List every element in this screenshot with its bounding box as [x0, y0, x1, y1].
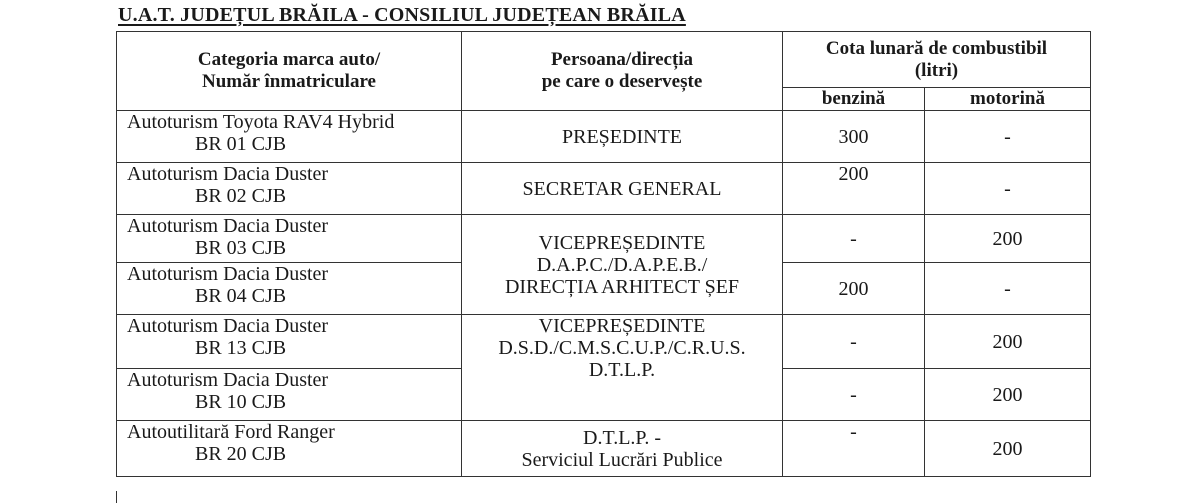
petrol-cell: 300	[783, 111, 925, 163]
vehicle-cell: Autoturism Dacia Duster BR 13 CJB	[117, 315, 462, 369]
vehicle-cell: Autoturism Dacia Duster BR 10 CJB	[117, 369, 462, 421]
petrol-cell: 200	[783, 163, 925, 215]
assignment-cell: D.T.L.P. - Serviciul Lucrări Publice	[462, 421, 783, 477]
column-header-quota: Cota lunară de combustibil (litri)	[783, 32, 1091, 88]
petrol-cell: 200	[783, 263, 925, 315]
diesel-cell: -	[925, 111, 1091, 163]
assignment-cell: VICEPREȘEDINTE D.A.P.C./D.A.P.E.B./ DIRECȚIA ARHITECT ȘEF	[462, 215, 783, 315]
assignment-cell: VICEPREȘEDINTE D.S.D./C.M.S.C.U.P./C.R.U.S. D.T.L.P.	[462, 315, 783, 421]
table-row	[117, 315, 1091, 369]
table-row	[117, 421, 1091, 477]
diesel-cell: 200	[925, 215, 1091, 263]
petrol-cell: -	[783, 215, 925, 263]
petrol-cell: -	[783, 315, 925, 369]
column-header-person: Persoana/direcția pe care o deservește	[462, 32, 783, 111]
document-header: U.A.T. JUDEȚUL BRĂILA - CONSILIUL JUDEȚEAN BRĂILA	[118, 4, 686, 26]
vehicle-cell: Autoturism Toyota RAV4 Hybrid BR 01 CJB	[117, 111, 462, 163]
fuel-quota-table	[116, 31, 1091, 477]
diesel-cell: -	[925, 263, 1091, 315]
vehicle-cell: Autoturism Dacia Duster BR 03 CJB	[117, 215, 462, 263]
column-header-petrol: benzină	[783, 88, 925, 111]
column-header-diesel: motorină	[925, 88, 1091, 111]
diesel-cell: -	[925, 163, 1091, 215]
petrol-cell: -	[783, 421, 925, 477]
vehicle-cell: Autoturism Dacia Duster BR 04 CJB	[117, 263, 462, 315]
petrol-cell: -	[783, 369, 925, 421]
diesel-cell: 200	[925, 421, 1091, 477]
diesel-cell: 200	[925, 369, 1091, 421]
table-continuation-line	[116, 491, 117, 503]
diesel-cell: 200	[925, 315, 1091, 369]
vehicle-cell: Autoturism Dacia Duster BR 02 CJB	[117, 163, 462, 215]
vehicle-cell: Autoutilitară Ford Ranger BR 20 CJB	[117, 421, 462, 477]
column-header-vehicle: Categoria marca auto/ Număr înmatriculare	[117, 32, 462, 111]
assignment-cell: PREȘEDINTE	[462, 111, 783, 163]
table-row	[117, 215, 1091, 263]
table-row	[117, 163, 1091, 215]
assignment-cell: SECRETAR GENERAL	[462, 163, 783, 215]
table-row	[117, 111, 1091, 163]
